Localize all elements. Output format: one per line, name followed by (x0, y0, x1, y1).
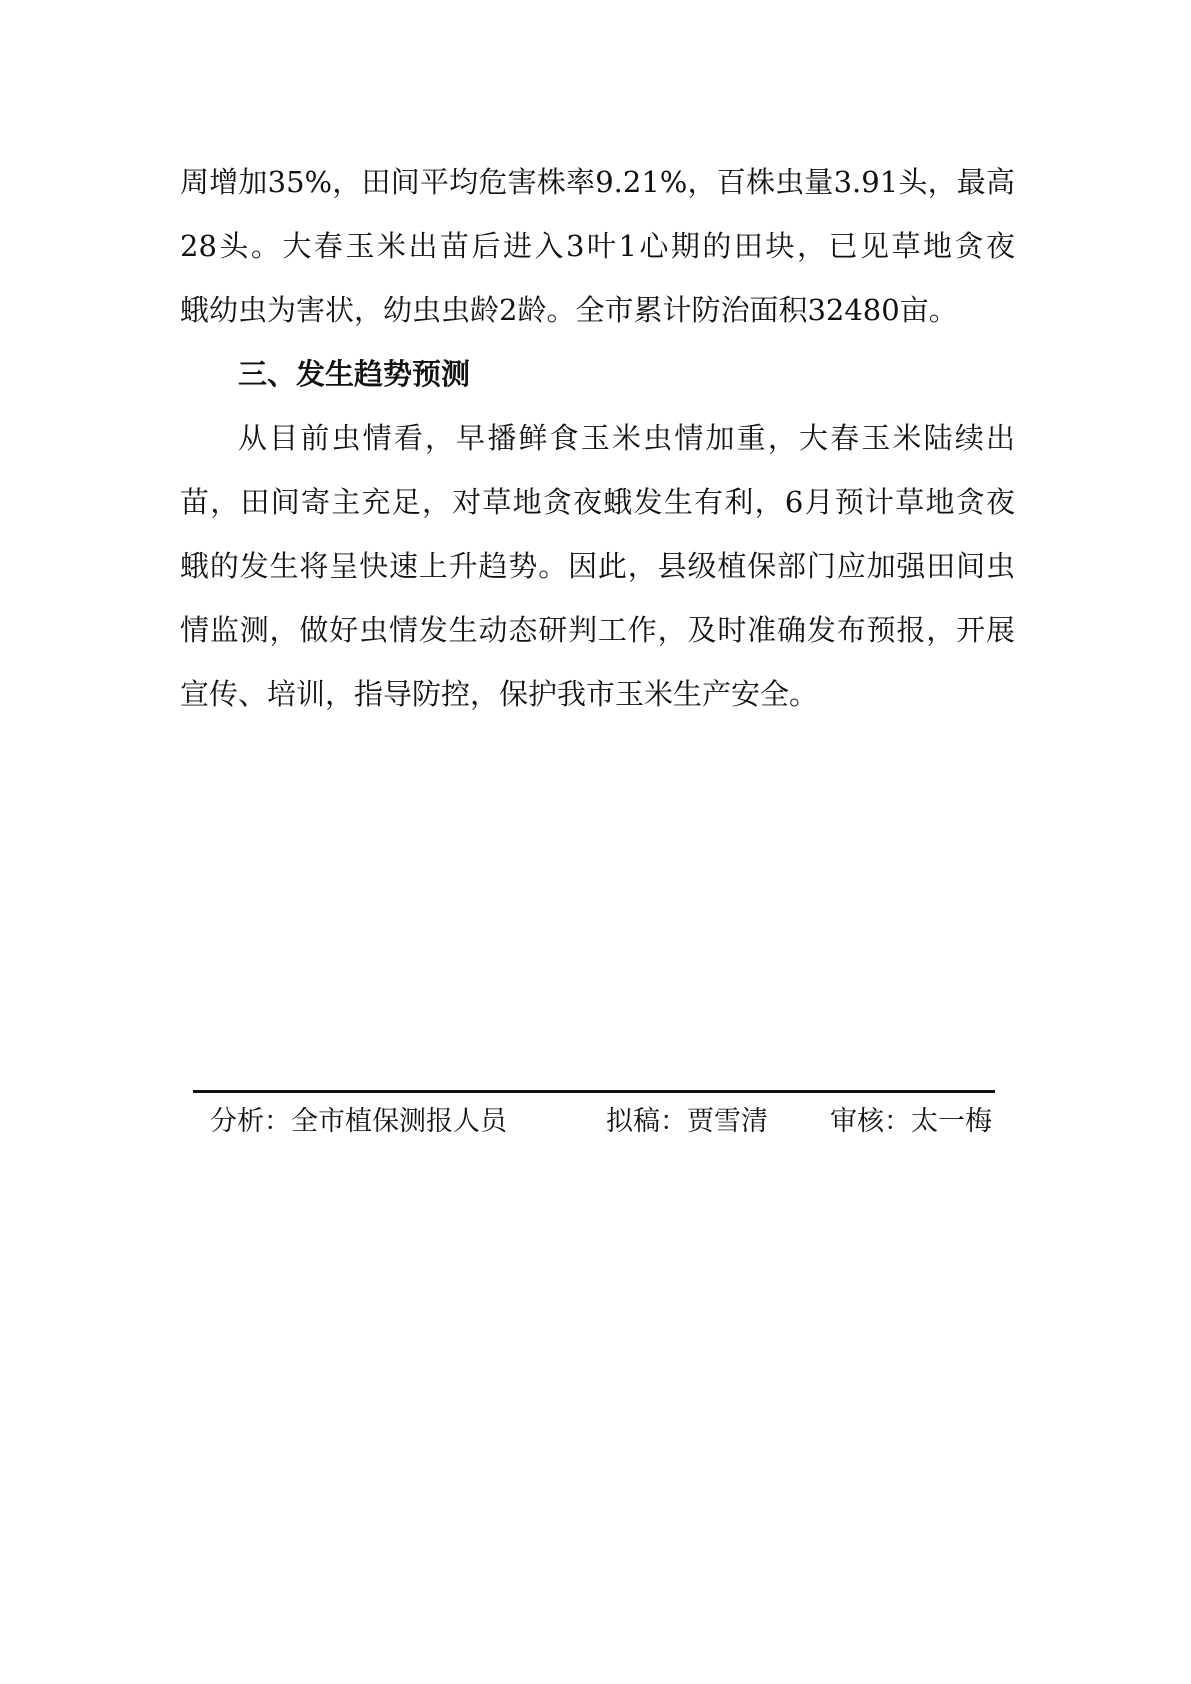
paragraph-line: 情监测，做好虫情发生动态研判工作，及时准确发布预报，开展 (180, 613, 1015, 647)
footer-analysis: 分析：全市植保测报人员 (210, 1106, 507, 1137)
footer-divider (193, 1090, 995, 1093)
paragraph-line: 28头。大春玉米出苗后进入3叶1心期的田块，已见草地贪夜 (180, 229, 1015, 263)
paragraph-line: 蛾幼虫为害状，幼虫虫龄2龄。全市累计防治面积32480亩。 (180, 293, 958, 327)
section-heading: 三、发生趋势预测 (238, 357, 471, 391)
footer-review: 审核：太一梅 (830, 1106, 992, 1137)
paragraph-line: 蛾的发生将呈快速上升趋势。因此，县级植保部门应加强田间虫 (180, 549, 1015, 583)
document-body (180, 150, 1015, 726)
footer-draft: 拟稿：贾雪清 (606, 1106, 768, 1137)
paragraph-line: 周增加35%，田间平均危害株率9.21%，百株虫量3.91头，最高 (180, 165, 1015, 199)
paragraph-line: 苗，田间寄主充足，对草地贪夜蛾发生有利，6月预计草地贪夜 (180, 485, 1015, 519)
paragraph-line: 宣传、培训，指导防控，保护我市玉米生产安全。 (180, 677, 819, 711)
paragraph-line: 从目前虫情看，早播鲜食玉米虫情加重，大春玉米陆续出 (238, 421, 1015, 455)
